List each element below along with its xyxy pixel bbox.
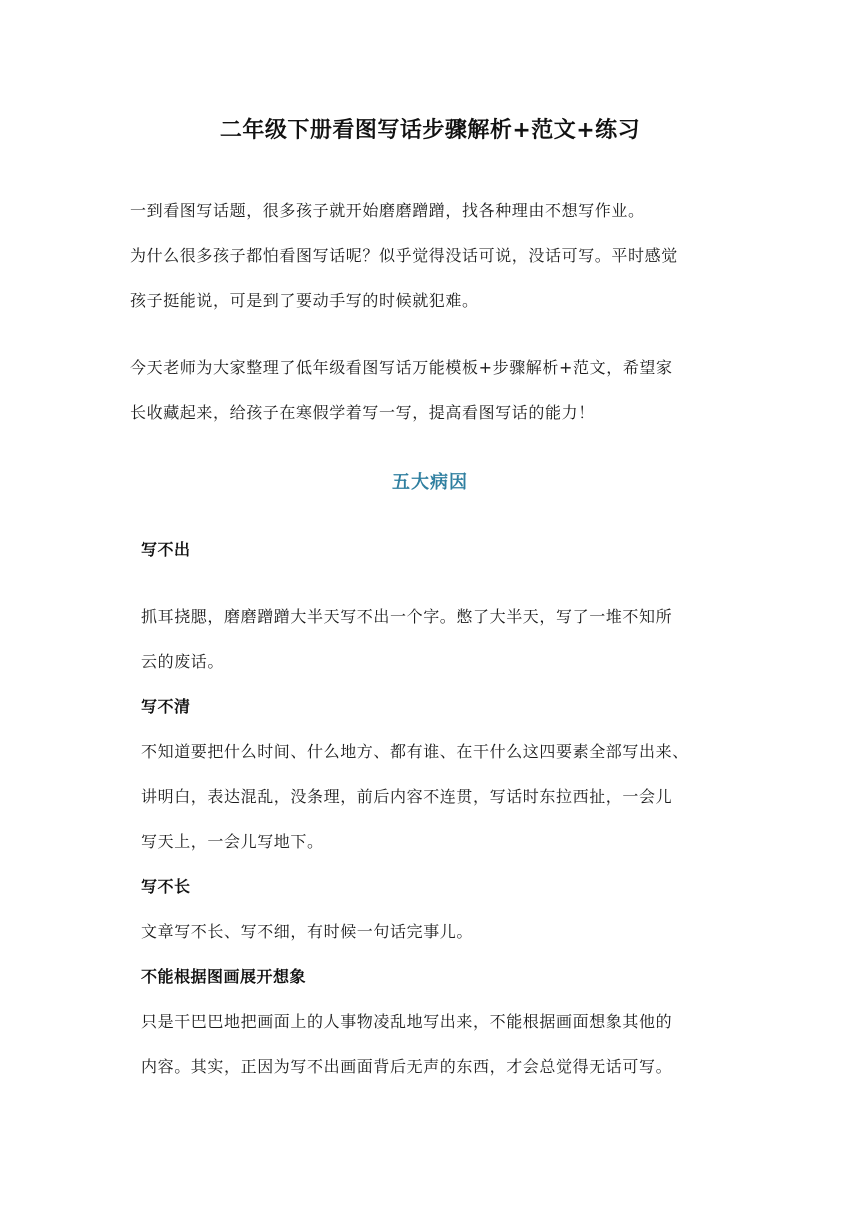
intro-line-4: 今天老师为大家整理了低年级看图写话万能模板+步骤解析+范文，希望家 bbox=[130, 358, 673, 377]
document-title: 二年级下册看图写话步骤解析+范文+练习 bbox=[219, 118, 641, 143]
issue-text-2-line-2: 讲明白，表达混乱，没条理，前后内容不连贯，写话时东拉西扯，一会儿 bbox=[141, 787, 673, 806]
issue-text-4-line-2: 内容。其实，正因为写不出画面背后无声的东西，才会总觉得无话可写。 bbox=[141, 1057, 673, 1076]
issue-heading-1: 写不出 bbox=[141, 540, 191, 559]
issue-heading-2: 写不清 bbox=[141, 697, 191, 716]
intro-line-1: 一到看图写话题，很多孩子就开始磨磨蹭蹭，找各种理由不想写作业。 bbox=[130, 201, 645, 220]
intro-line-5: 长收藏起来，给孩子在寒假学着写一写，提高看图写话的能力！ bbox=[130, 403, 595, 422]
issue-text-2-line-1: 不知道要把什么时间、什么地方、都有谁、在干什么这四要素全部写出来、 bbox=[141, 742, 689, 761]
intro-line-2: 为什么很多孩子都怕看图写话呢？似乎觉得没话可说，没话可写。平时感觉 bbox=[130, 246, 678, 265]
issue-heading-3: 写不长 bbox=[141, 877, 191, 896]
issue-text-1-line-2: 云的废话。 bbox=[141, 652, 225, 671]
issue-heading-4: 不能根据图画展开想象 bbox=[141, 967, 307, 986]
issue-text-2-line-3: 写天上，一会儿写地下。 bbox=[141, 832, 324, 851]
intro-line-3: 孩子挺能说，可是到了要动手写的时候就犯难。 bbox=[130, 291, 479, 310]
issue-text-4-line-1: 只是干巴巴地把画面上的人事物凌乱地写出来，不能根据画面想象其他的 bbox=[141, 1012, 673, 1031]
section-title: 五大病因 bbox=[392, 472, 468, 493]
issue-text-1-line-1: 抓耳挠腮，磨磨蹭蹭大半天写不出一个字。憋了大半天，写了一堆不知所 bbox=[141, 607, 673, 626]
issue-text-3-line-1: 文章写不长、写不细，有时候一句话完事儿。 bbox=[141, 922, 474, 941]
